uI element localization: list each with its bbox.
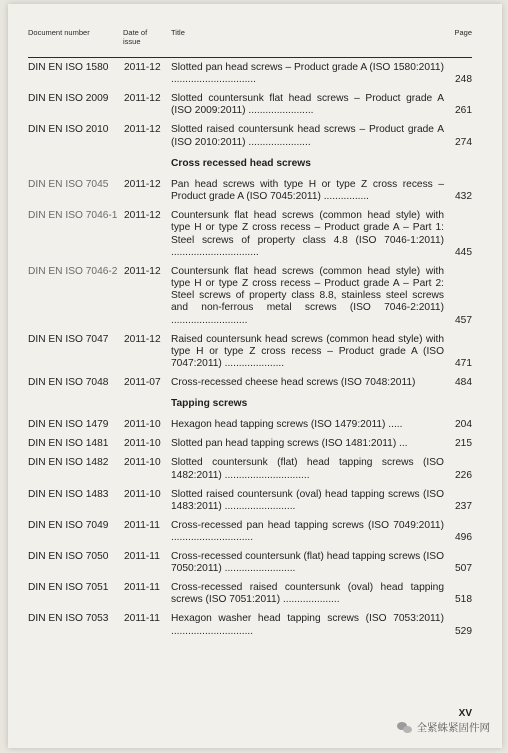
toc-row bbox=[28, 457, 472, 481]
toc-row bbox=[28, 377, 472, 389]
document-number: DIN EN ISO 7051 bbox=[28, 582, 109, 594]
entry-title: Raised countersunk head screws (common head style) with type H or type Z cross recess – Product grade A (ISO 7047:2011) ..................... bbox=[171, 333, 444, 370]
entry-title: Hexagon head tapping screws (ISO 1479:2011) ..... bbox=[171, 419, 403, 431]
date-of-issue: 2011-12 bbox=[124, 265, 161, 277]
document-number: DIN EN ISO 1483 bbox=[28, 488, 109, 500]
page-ref: 484 bbox=[455, 377, 472, 389]
toc-row bbox=[28, 489, 472, 513]
page-ref: 248 bbox=[455, 74, 472, 86]
section-heading: Tapping screws bbox=[171, 398, 248, 410]
page-ref: 507 bbox=[455, 563, 472, 575]
page-ref: 496 bbox=[455, 532, 472, 544]
entry-title: Slotted raised countersunk head screws – Product grade A (ISO 2010:2011) ...................... bbox=[171, 124, 444, 148]
document-number: DIN EN ISO 2010 bbox=[28, 124, 109, 136]
document-number: DIN EN ISO 7050 bbox=[28, 551, 109, 563]
entry-title: Slotted countersunk (flat) head tapping screws (ISO 1482:2011) .............................. bbox=[171, 457, 444, 481]
document-number: DIN EN ISO 1481 bbox=[28, 438, 109, 450]
date-of-issue: 2011-11 bbox=[124, 519, 160, 531]
toc-row bbox=[28, 210, 472, 259]
date-of-issue: 2011-10 bbox=[124, 488, 161, 500]
document-number: DIN EN ISO 7046-1 bbox=[28, 210, 118, 222]
document-number: DIN EN ISO 7045 bbox=[28, 179, 109, 191]
document-number: DIN EN ISO 2009 bbox=[28, 93, 109, 105]
date-of-issue: 2011-11 bbox=[124, 613, 160, 625]
entry-title: Countersunk flat head screws (common head style) with type H or type Z cross recess – Product grade A – Part 2: Steel screws of property class 8.8, stainless steel screws and non-ferrous metal screws (ISO 7046-2:2011) ........................... bbox=[171, 265, 444, 326]
toc-entries bbox=[28, 62, 472, 645]
watermark bbox=[397, 720, 491, 735]
entry-title: Cross-recessed raised countersunk (oval) head tapping screws (ISO 7051:2011) .................... bbox=[171, 582, 444, 606]
date-of-issue: 2011-12 bbox=[124, 333, 161, 345]
page-ref: 445 bbox=[455, 246, 472, 258]
entry-title: Slotted pan head tapping screws (ISO 1481:2011) ... bbox=[171, 438, 408, 450]
date-of-issue: 2011-11 bbox=[124, 582, 160, 594]
document-number: DIN EN ISO 7049 bbox=[28, 519, 109, 531]
page-ref: 237 bbox=[455, 500, 472, 512]
toc-row bbox=[28, 62, 472, 86]
entry-title: Cross-recessed countersunk (flat) head tapping screws (ISO 7050:2011) ......................... bbox=[171, 551, 444, 575]
page-ref: 274 bbox=[455, 136, 472, 148]
watermark-text: 全紧蛛紧固件网 bbox=[416, 722, 490, 734]
toc-row bbox=[28, 419, 472, 431]
date-of-issue: 2011-12 bbox=[124, 124, 161, 136]
header-date-of-issue: Date of issue bbox=[123, 28, 148, 46]
date-of-issue: 2011-10 bbox=[124, 438, 161, 450]
entry-title: Hexagon washer head tapping screws (ISO 7053:2011) ............................. bbox=[171, 613, 444, 637]
page-ref: 457 bbox=[455, 314, 472, 326]
date-of-issue: 2011-10 bbox=[124, 457, 161, 469]
toc-row bbox=[28, 438, 472, 450]
page-ref: 226 bbox=[455, 469, 472, 481]
toc-row bbox=[28, 551, 472, 575]
entry-title: Slotted countersunk flat head screws – Product grade A (ISO 2009:2011) ....................... bbox=[171, 93, 444, 117]
page-ref: 204 bbox=[455, 419, 472, 431]
toc-row bbox=[28, 93, 472, 117]
toc-row bbox=[28, 613, 472, 637]
page-ref: 529 bbox=[455, 625, 472, 637]
wechat-icon bbox=[397, 722, 413, 734]
page-ref: 518 bbox=[455, 594, 472, 606]
date-of-issue: 2011-07 bbox=[124, 377, 161, 389]
header-title: Title bbox=[171, 28, 185, 37]
table-header bbox=[28, 28, 472, 56]
date-of-issue: 2011-10 bbox=[124, 419, 161, 431]
document-page bbox=[8, 4, 502, 748]
page-ref: 432 bbox=[455, 191, 472, 203]
date-of-issue: 2011-12 bbox=[124, 62, 161, 73]
page-number: XV bbox=[458, 708, 472, 719]
page-ref: 261 bbox=[455, 105, 472, 117]
page-ref: 215 bbox=[455, 438, 472, 450]
document-number: DIN EN ISO 7048 bbox=[28, 377, 109, 389]
toc-row bbox=[28, 179, 472, 203]
toc-row bbox=[28, 582, 472, 606]
toc-row bbox=[28, 334, 472, 371]
header-page: Page bbox=[454, 28, 472, 37]
toc-row bbox=[28, 124, 472, 148]
document-number: DIN EN ISO 1580 bbox=[28, 62, 109, 73]
entry-title: Cross-recessed pan head tapping screws (ISO 7049:2011) ............................. bbox=[171, 519, 444, 544]
date-of-issue: 2011-12 bbox=[124, 93, 161, 105]
document-number: DIN EN ISO 7053 bbox=[28, 613, 109, 625]
date-of-issue: 2011-12 bbox=[124, 179, 161, 191]
document-number: DIN EN ISO 7046-2 bbox=[28, 265, 118, 277]
entry-title: Slotted pan head screws – Product grade A (ISO 1580:2011) .............................. bbox=[171, 62, 444, 86]
page-ref: 471 bbox=[455, 358, 472, 370]
document-number: DIN EN ISO 7047 bbox=[28, 333, 109, 345]
toc-row bbox=[28, 520, 472, 544]
entry-title: Countersunk flat head screws (common head style) with type H or type Z cross recess – Product grade A – Part 1: Steel screws of property class 4.8 (ISO 7046-1:2011) ............................... bbox=[171, 210, 444, 258]
toc-row bbox=[28, 266, 472, 327]
header-document-number: Document number bbox=[28, 28, 90, 37]
entry-title: Pan head screws with type H or type Z cross recess – Product grade A (ISO 7045:2011) ................ bbox=[171, 179, 444, 203]
document-number: DIN EN ISO 1482 bbox=[28, 457, 109, 469]
document-number: DIN EN ISO 1479 bbox=[28, 419, 109, 431]
entry-title: Slotted raised countersunk (oval) head tapping screws (ISO 1483:2011) ......................... bbox=[171, 488, 444, 512]
section-heading: Cross recessed head screws bbox=[171, 157, 311, 169]
entry-title: Cross-recessed cheese head screws (ISO 7048:2011) bbox=[171, 377, 416, 389]
header-divider bbox=[28, 57, 472, 58]
date-of-issue: 2011-11 bbox=[124, 551, 160, 563]
date-of-issue: 2011-12 bbox=[124, 210, 161, 222]
